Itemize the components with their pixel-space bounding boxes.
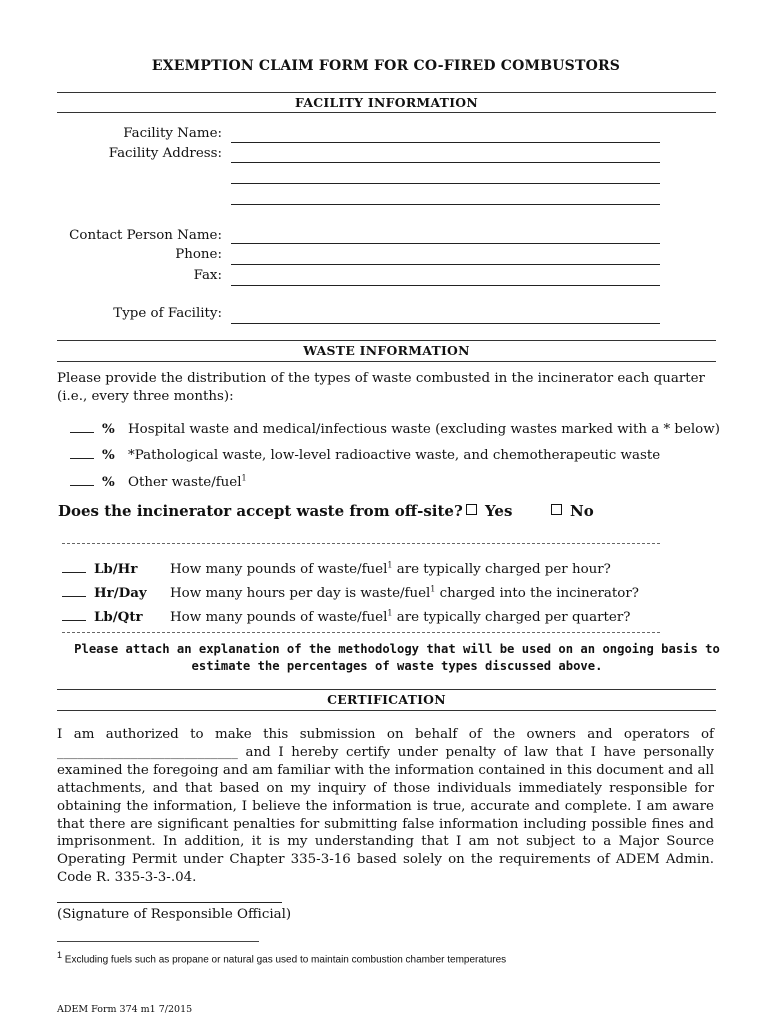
rate-row-lbhr: Lb/Hr How many pounds of waste/fuel$^1$ are typically charged per hour?	[62, 560, 611, 577]
facility-address-field-1[interactable]	[231, 162, 660, 163]
percent-blank[interactable]	[70, 420, 94, 433]
offsite-yes-option[interactable]: Yes	[466, 502, 512, 520]
footnote-separator	[57, 941, 259, 942]
facility-type-field[interactable]	[231, 323, 660, 324]
waste-row-1: % Hospital waste and medical/infectious waste (excluding wastes marked with a * below)	[70, 420, 720, 437]
section-rule-bottom	[57, 710, 716, 711]
phone-label: Phone:	[175, 247, 222, 262]
offsite-question: Does the incinerator accept waste from off-site?	[58, 502, 463, 520]
checkbox-icon[interactable]	[551, 504, 562, 515]
dashed-divider	[62, 543, 660, 544]
rate-blank[interactable]	[62, 584, 86, 597]
fax-label: Fax:	[193, 268, 222, 283]
section-rule-top	[57, 340, 716, 341]
facility-name-field[interactable]	[231, 142, 660, 143]
waste-heading: WASTE INFORMATION	[303, 343, 470, 358]
contact-name-label: Contact Person Name:	[69, 228, 222, 243]
contact-name-field[interactable]	[231, 243, 660, 244]
checkbox-icon[interactable]	[466, 504, 477, 515]
facility-type-label: Type of Facility:	[113, 306, 222, 321]
fax-field[interactable]	[231, 285, 660, 286]
phone-field[interactable]	[231, 264, 660, 265]
percent-blank[interactable]	[70, 446, 94, 459]
section-rule-bottom	[57, 361, 716, 362]
form-title: EXEMPTION CLAIM FORM FOR CO-FIRED COMBUSTORS	[151, 58, 621, 74]
dashed-divider	[62, 632, 660, 633]
facility-address-field-3[interactable]	[231, 204, 660, 205]
waste-item-other: Other waste/fuel	[128, 475, 242, 490]
footnote: $^1$ Excluding fuels such as propane or natural gas used to maintain combustion chamber temperatures	[57, 950, 507, 966]
waste-row-3: % Other waste/fuel$^1$	[70, 473, 247, 490]
waste-item-pathological: *Pathological waste, low-level radioactive waste, and chemotherapeutic waste	[128, 448, 661, 463]
facility-address-label: Facility Address:	[108, 146, 222, 161]
section-rule-top	[57, 689, 716, 690]
rate-row-lbqtr: Lb/Qtr How many pounds of waste/fuel$^1$ are typically charged per quarter?	[62, 608, 630, 625]
rate-blank[interactable]	[62, 608, 86, 621]
waste-item-hospital: Hospital waste and medical/infectious waste (excluding wastes marked with a * below)	[128, 422, 720, 437]
percent-blank[interactable]	[70, 473, 94, 486]
certification-text: I am authorized to make this submission on behalf of the owners and operators of ___________________________ and I hereby certify under penalty of law that I have personally examined the foregoing and am familiar with the information contained in this document and all attachments, and that based on my inquiry of those individuals immediately responsible for obtaining the information, I believe the information is true, accurate and complete. I am aware that there are significant penalties for submitting false information including possible fines and imprisonment. In addition, it is my understanding that I am not subject to a Major Source Operating Permit under Chapter 335-3-16 based solely on the requirements of ADEM Admin. Code R. 335-3-3-.04.	[57, 727, 714, 886]
signature-line[interactable]	[57, 902, 282, 903]
waste-row-2: % *Pathological waste, low-level radioactive waste, and chemotherapeutic waste	[70, 446, 660, 463]
waste-intro: Please provide the distribution of the types of waste combusted in the incinerator each quarter (i.e., every three months):	[57, 371, 705, 404]
facility-address-field-2[interactable]	[231, 183, 660, 184]
certification-heading: CERTIFICATION	[327, 692, 446, 707]
footnote-ref: 1	[241, 473, 247, 483]
rate-blank[interactable]	[62, 560, 86, 573]
signature-label: (Signature of Responsible Official)	[57, 907, 292, 922]
section-rule-top	[57, 92, 716, 93]
owner-name-blank[interactable]: ___________________________	[57, 744, 238, 760]
facility-name-label: Facility Name:	[123, 126, 222, 141]
rate-row-hrday: Hr/Day How many hours per day is waste/fuel$^1$ charged into the incinerator?	[62, 584, 639, 601]
facility-heading: FACILITY INFORMATION	[294, 95, 479, 110]
form-id: ADEM Form 374 m1 7/2015	[57, 1004, 193, 1015]
offsite-no-option[interactable]: No	[551, 502, 594, 520]
attach-note: Please attach an explanation of the methodology that will be used on an ongoing basis to estimate the percentages of waste types discussed above.	[74, 642, 720, 673]
section-rule-bottom	[57, 112, 716, 113]
